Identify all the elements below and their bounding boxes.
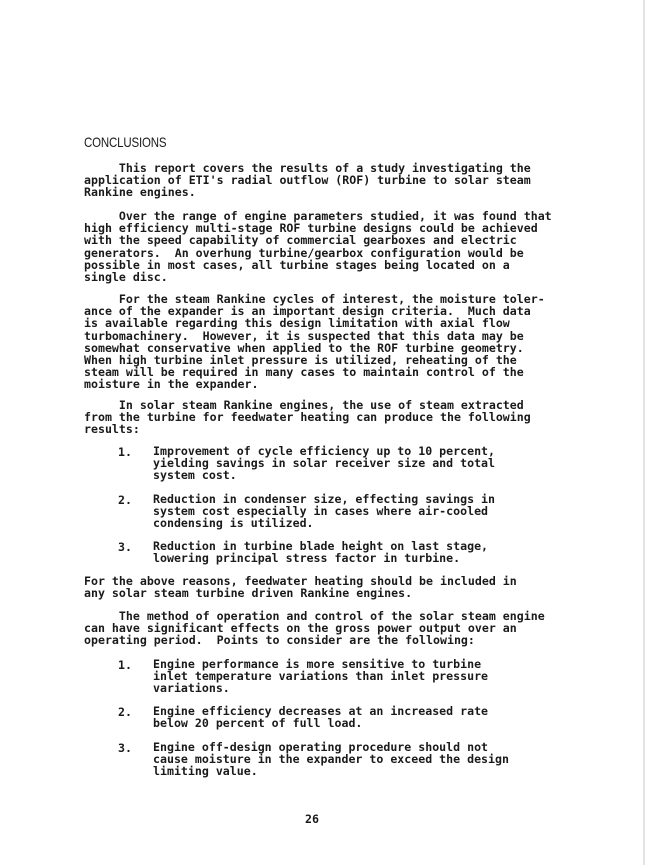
paragraph-operation <box>84 610 554 647</box>
list-number: 1. <box>118 658 132 672</box>
text-line: moisture in the expander. <box>84 377 259 392</box>
text-line: For the above reasons, feedwater heating should be included in <box>84 574 517 588</box>
list-number: 2. <box>118 705 132 719</box>
text-line: variations. <box>153 681 230 696</box>
text-line: results: <box>84 422 140 437</box>
list-number: 1. <box>118 445 132 459</box>
text-line: Engine off-design operating procedure should not <box>153 740 489 754</box>
text-line: from the turbine for feedwater heating can produce the following <box>84 410 531 425</box>
text-line: yielding savings in solar receiver size and total <box>153 456 496 471</box>
scan-edge-divider <box>643 0 645 865</box>
list-number: 2. <box>118 493 132 507</box>
text-line: Reduction in condenser size, effecting savings in <box>153 492 496 506</box>
list-number: 3. <box>118 741 132 755</box>
text-line: Improvement of cycle efficiency up to 10 percent, <box>153 444 496 458</box>
paragraph-moisture <box>84 293 554 391</box>
text-line: single disc. <box>84 269 168 284</box>
text-line: Over the range of engine parameters studied, it was found that <box>84 209 552 223</box>
text-line: turbomachinery. However, it is suspected that this data may be <box>84 328 524 343</box>
text-line: Rankine engines. <box>84 185 196 200</box>
text-line: with the speed capability of commercial gearboxes and electric <box>84 233 517 248</box>
list-number: 3. <box>118 540 132 554</box>
text-line: operating period. Points to consider are the following: <box>84 633 475 648</box>
text-line: condensing is utilized. <box>153 516 314 531</box>
text-line: application of ETI's radial outflow (ROF) turbine to solar steam <box>84 173 531 188</box>
text-line: is available regarding this design limitation with axial flow <box>84 316 510 331</box>
text-line: system cost. <box>153 468 237 483</box>
paragraph-intro <box>84 162 554 199</box>
text-line: When high turbine inlet pressure is utilized, reheating of the <box>84 352 517 367</box>
text-line: ance of the expander is an important design criteria. Much data <box>84 304 531 319</box>
text-line: high efficiency multi-stage ROF turbine designs could be achieved <box>84 221 538 236</box>
text-line: This report covers the results of a study investigating the <box>84 161 531 175</box>
text-line: possible in most cases, all turbine stages being located on a <box>84 257 510 272</box>
text-line: steam will be required in many cases to maintain control of the <box>84 365 524 380</box>
text-line: Engine efficiency decreases at an increased rate <box>153 704 489 718</box>
page-number: 26 <box>305 812 319 826</box>
text-line: system cost especially in cases where air-cooled <box>153 504 489 519</box>
text-line: Engine performance is more sensitive to turbine <box>153 657 482 671</box>
text-line: somewhat conservative when applied to the ROF turbine geometry. <box>84 340 524 355</box>
text-line: inlet temperature variations than inlet pressure <box>153 669 489 684</box>
text-line: In solar steam Rankine engines, the use of steam extracted <box>84 398 524 412</box>
text-line: generators. An overhung turbine/gearbox configuration would be <box>84 245 524 260</box>
paragraph-reasons <box>84 575 554 599</box>
text-line: lowering principal stress factor in turbine. <box>153 551 461 566</box>
text-line: can have significant effects on the gross power output over an <box>84 621 517 636</box>
text-line: any solar steam turbine driven Rankine engines. <box>84 586 413 601</box>
text-line: below 20 percent of full load. <box>153 716 363 731</box>
text-line: Reduction in turbine blade height on last stage, <box>153 539 489 553</box>
text-line: The method of operation and control of the solar steam engine <box>84 609 545 623</box>
paragraph-parameters <box>84 210 554 283</box>
text-line: limiting value. <box>153 764 258 779</box>
paragraph-feedwater <box>84 399 554 436</box>
text-line: cause moisture in the expander to exceed the design <box>153 752 509 767</box>
section-heading: CONCLUSIONS <box>84 134 167 150</box>
text-line: For the steam Rankine cycles of interest, the moisture toler- <box>84 292 545 306</box>
